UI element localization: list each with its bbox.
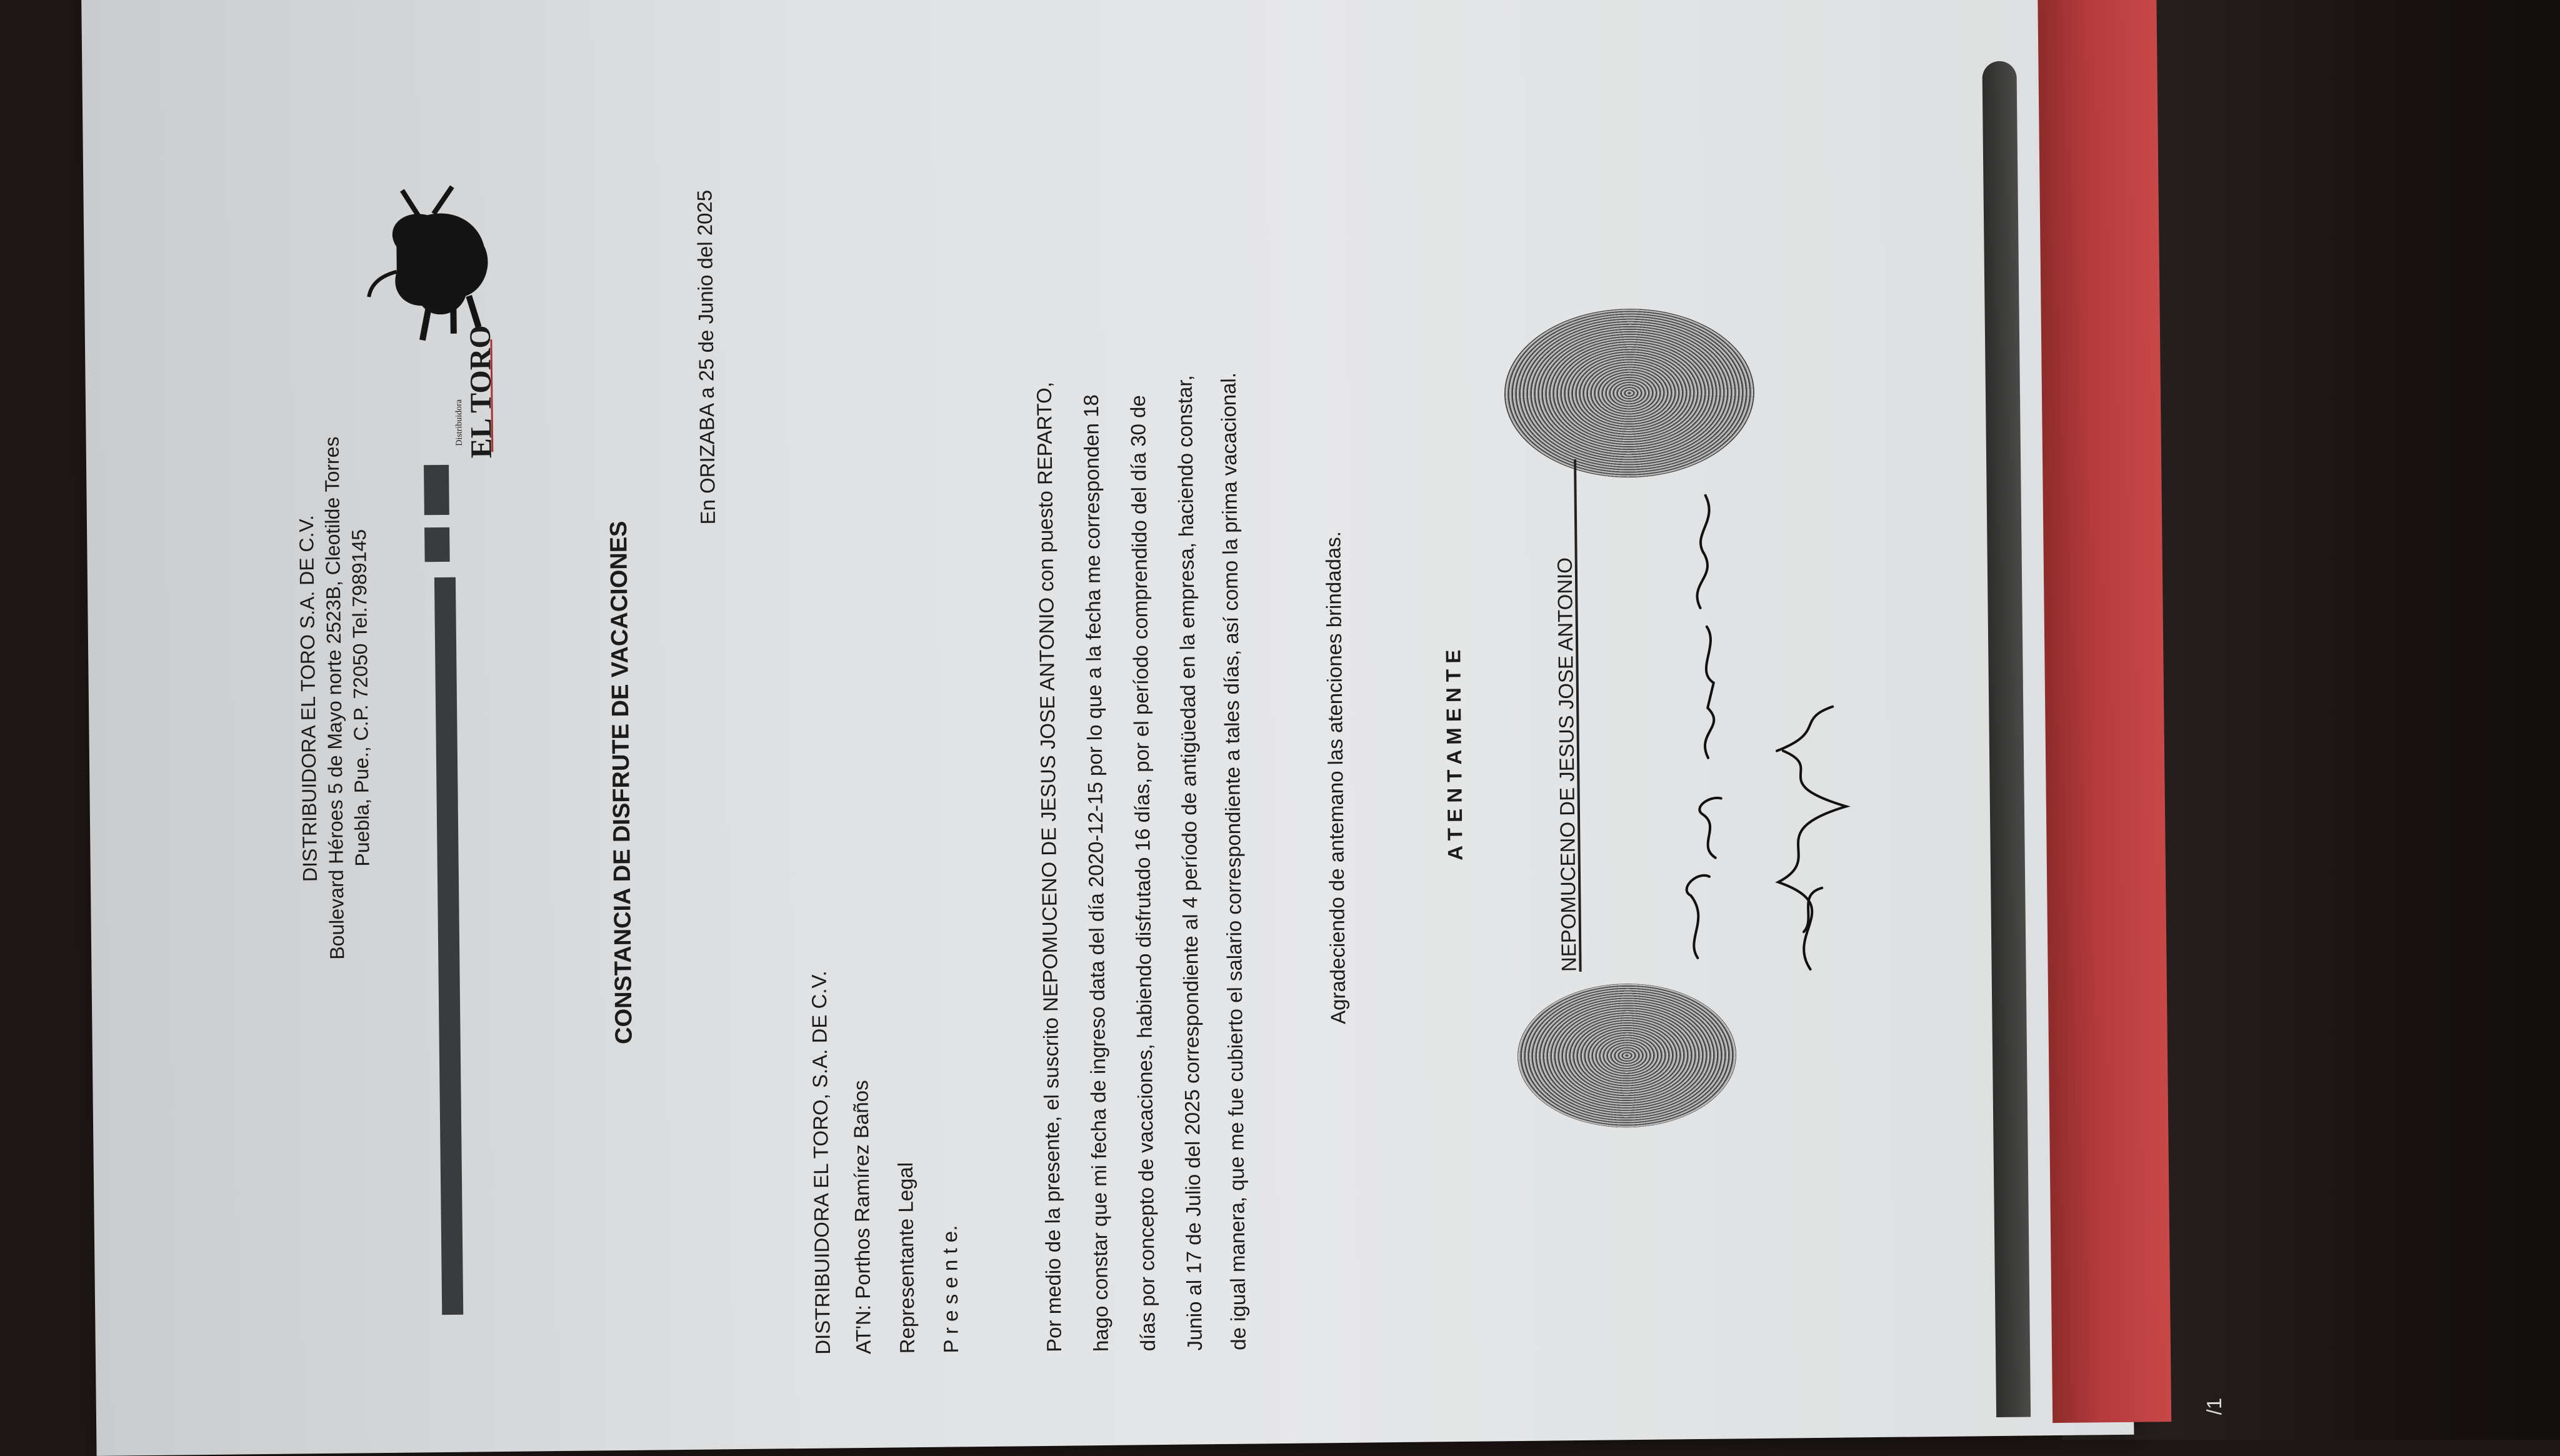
- company-header: [292, 436, 377, 960]
- body-line: Junio al 17 de Julio del 2025 correspondiente al 4 período de antigüedad en la empresa, haciendo constar,: [1172, 375, 1206, 1351]
- decorative-dash: [424, 527, 450, 562]
- recipient-company: DISTRIBUIDORA EL TORO, S.A. DE C.V.: [807, 970, 834, 1355]
- logo-text: EL TORO: [463, 325, 498, 459]
- company-name: DISTRIBUIDORA EL TORO S.A. DE C.V.: [294, 515, 322, 882]
- fingerprint-right: [1504, 307, 1756, 479]
- handwritten-signature: [1618, 456, 1911, 1009]
- place-date: En ORIZABA a 25 de Junio del 2025: [692, 189, 720, 525]
- logo-small-text: Distribuidora: [454, 399, 464, 446]
- signer-name: NEPOMUCENO DE JESUS JOSE ANTONIO: [1552, 557, 1581, 972]
- page-mark: /1: [2202, 1397, 2226, 1415]
- recipient-attn: AT'N: Porthos Ramírez Baños: [849, 1080, 875, 1355]
- company-city: Puebla, Pue., C.P. 72050 Tel.7989145: [348, 529, 374, 867]
- decorative-dark-band: [1982, 61, 2031, 1417]
- closing-atentamente: A T E N T A M E N T E: [1441, 649, 1467, 861]
- page-title: CONSTANCIA DE DISFRUTE DE VACACIONES: [605, 521, 638, 1045]
- body-line: hago constar que mi fecha de ingreso data del día 2020-12-15 por lo que a la fecha me corresponden 18: [1079, 394, 1112, 1352]
- recipient-role: Representante Legal: [893, 1162, 919, 1354]
- decorative-left-bar: [434, 577, 463, 1315]
- body-line: de igual manera, que me fue cubierto el salario correspondiente a tales días, así como la prima vacacional.: [1216, 372, 1250, 1350]
- body-line: Por medio de la presente, el suscrito NEPOMUCENO DE JESUS JOSE ANTONIO con puesto REPARTO,: [1032, 381, 1066, 1353]
- thanks-line: Agradeciendo de antemano las atenciones brindadas.: [1321, 531, 1350, 1025]
- decorative-red-band: [2038, 0, 2171, 1423]
- company-address: Boulevard Héroes 5 de Mayo norte 2523B, Cleotilde Torres: [320, 436, 349, 960]
- decorative-dash: [424, 465, 449, 515]
- document-page: [81, 0, 2226, 1456]
- recipient-presente: P r e s e n t e.: [938, 1225, 962, 1354]
- body-line: días por concepto de vacaciones, habiendo disfrutado 16 días, por el período comprendido del día 30 de: [1126, 395, 1159, 1352]
